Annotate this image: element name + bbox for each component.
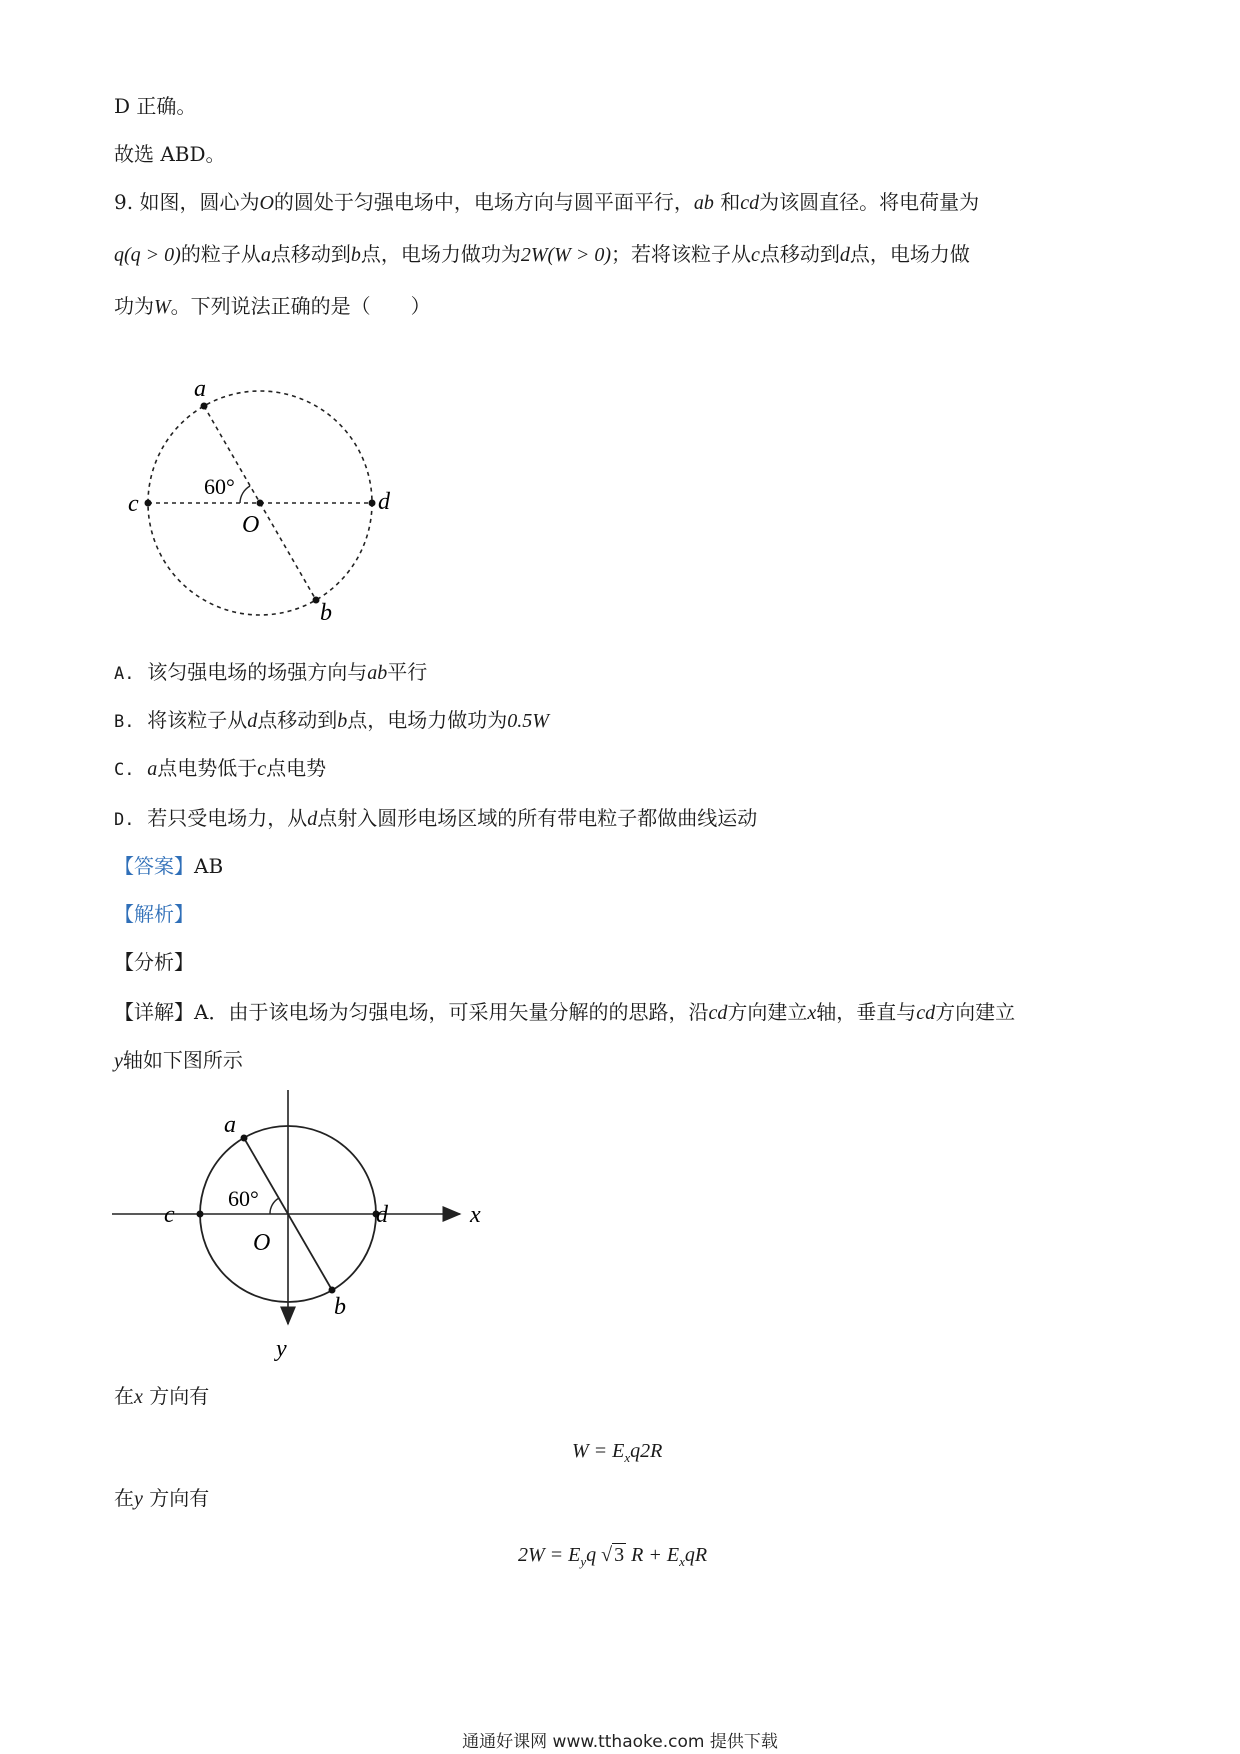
fig1-point-b [313, 597, 320, 604]
eq2-subscript-1: y [580, 1554, 587, 1569]
fig2-label-d: d [376, 1202, 388, 1228]
detail-text-1: A．由于该电场为匀强电场，可采用矢量分解的的思路，沿 [194, 1000, 709, 1024]
previous-choice-text: 故选 ABD。 [114, 142, 226, 166]
fig2-point-c [197, 1211, 204, 1218]
fig2-label-b: b [334, 1294, 346, 1320]
q3-text-a: 功为 [114, 294, 154, 318]
option-d-d: d [307, 808, 318, 830]
q1-ab: ab [693, 192, 714, 214]
page-footer: 通通好课网 www.tthaoke.com 提供下载 [462, 1732, 778, 1752]
q2-Wcond: (W > 0) [547, 244, 611, 266]
q1-O: O [259, 192, 274, 214]
fig1-label-O: O [242, 512, 260, 538]
option-a-text-2: 平行 [387, 660, 428, 684]
detail-tag: 【详解】 [114, 1000, 194, 1024]
q2-q: q [114, 244, 124, 266]
q2-text-f: 点，电场力做 [849, 242, 970, 266]
fig2-label-y: y [276, 1336, 287, 1362]
fig1-label-angle: 60° [204, 474, 235, 499]
analysis-line [114, 900, 194, 928]
fig1-label-d: d [378, 489, 390, 515]
option-b-b: b [337, 710, 348, 732]
q3-text-b: 。下列说法正确的是（ ） [170, 294, 431, 318]
fig2-label-c: c [164, 1202, 175, 1228]
option-c-c: c [257, 758, 267, 780]
fig2-label-x: x [470, 1202, 481, 1228]
eq1-subscript: x [624, 1450, 631, 1465]
option-a-text-1: 该匀强电场的场强方向与 [147, 660, 368, 684]
option-b-text-3: 点，电场力做功为 [347, 708, 508, 732]
question-line-2 [114, 240, 970, 269]
previous-answer-line [114, 92, 196, 120]
option-a [114, 658, 427, 688]
q2-text-e: 点移动到 [759, 242, 840, 266]
option-c-a: a [147, 758, 158, 780]
option-d-text-2: 点射入圆形电场区域的所有带电粒子都做曲线运动 [317, 806, 758, 830]
fig1-label-c: c [128, 491, 139, 517]
q1-he: 和 [720, 190, 741, 214]
eq2-part-c: R + E [631, 1544, 680, 1566]
figure-2-coordinate-diagram [108, 1088, 488, 1368]
previous-choice-line [114, 140, 226, 168]
equation-1 [572, 1440, 662, 1466]
detail-x: x [807, 1002, 817, 1024]
option-c-label: C. [114, 760, 135, 780]
q2-c: c [750, 244, 760, 266]
fenxi-line [114, 948, 194, 976]
question-number: 9. [114, 190, 134, 214]
y-dir-text-2: 方向有 [149, 1486, 210, 1510]
eq2-subscript-2: x [679, 1554, 685, 1569]
q2-text-a: 的粒子从 [180, 242, 261, 266]
option-a-ab: ab [367, 662, 388, 684]
eq1-lhs: W = E [572, 1440, 625, 1462]
detail-line-2 [114, 1046, 243, 1075]
fig2-label-angle: 60° [228, 1186, 259, 1211]
q3-W: W [154, 296, 171, 318]
x-dir-text-1: 在 [114, 1384, 134, 1408]
q2-a: a [260, 244, 271, 266]
q2-text-b: 点移动到 [270, 242, 351, 266]
eq2-part-d: qR [684, 1544, 708, 1566]
q2-qcond: (q > 0) [124, 244, 181, 266]
eq2-part-b: q [586, 1544, 597, 1566]
option-c-text-2: 点电势 [266, 756, 327, 780]
y-dir-text-1: 在 [114, 1486, 134, 1510]
option-b-value: 0.5W [507, 710, 549, 732]
option-a-label: A. [114, 664, 135, 684]
x-dir-x: x [134, 1386, 143, 1408]
q1-text-c: 为该圆直径。将电荷量为 [759, 190, 980, 214]
fig2-angle-arc [270, 1198, 279, 1214]
detail-text-5: 轴如下图所示 [122, 1048, 243, 1072]
option-b-label: B. [114, 712, 135, 732]
option-d-label: D. [114, 810, 135, 830]
q2-text-c: 点，电场力做功为 [360, 242, 521, 266]
eq2-part-a: 2W = E [518, 1544, 581, 1566]
q2-b: b [350, 244, 361, 266]
answer-value: AB [194, 854, 224, 878]
fig2-label-O: O [253, 1230, 271, 1256]
x-direction-line [114, 1382, 209, 1411]
x-dir-text-2: 方向有 [149, 1384, 210, 1408]
sqrt-symbol: √ 3 [601, 1544, 625, 1566]
fig1-label-a: a [194, 376, 206, 402]
fig1-point-a [201, 403, 208, 410]
eq2-radicand: 3 [614, 1544, 625, 1566]
detail-text-2: 方向建立 [727, 1000, 808, 1024]
analysis-tag: 【解析】 [114, 902, 194, 926]
fig1-angle-arc [240, 486, 250, 503]
option-b-text-1: 将该粒子从 [147, 708, 248, 732]
option-b-d: d [247, 710, 258, 732]
figure-1-circle-diagram [118, 372, 398, 622]
fig1-label-b: b [320, 600, 332, 622]
q2-text-d: ；若将该粒子从 [610, 242, 751, 266]
detail-text-4: 方向建立 [935, 1000, 1016, 1024]
option-d [114, 804, 757, 834]
equation-2 [518, 1544, 707, 1570]
fig1-point-d [369, 500, 376, 507]
fenxi-tag: 【分析】 [114, 950, 194, 974]
detail-line-1 [114, 998, 1015, 1027]
fig1-point-O [257, 500, 264, 507]
question-line-3 [114, 292, 431, 321]
question-line-1 [114, 188, 979, 217]
fig2-point-a [241, 1135, 248, 1142]
detail-y: y [114, 1050, 123, 1072]
option-d-text-1: 若只受电场力，从 [147, 806, 308, 830]
y-dir-y: y [134, 1488, 143, 1510]
q2-2W: 2W [520, 244, 548, 266]
detail-cd-1: cd [708, 1002, 728, 1024]
eq1-tail: q2R [630, 1440, 663, 1462]
option-c-text-1: 点电势低于 [157, 756, 258, 780]
previous-answer-text: D 正确。 [114, 94, 197, 118]
fig1-point-c [145, 500, 152, 507]
detail-cd-2: cd [916, 1002, 936, 1024]
q1-text-a: 如图，圆心为 [139, 190, 260, 214]
answer-tag: 【答案】 [114, 854, 194, 878]
q1-cd: cd [740, 192, 760, 214]
detail-text-3: 轴，垂直与 [816, 1000, 917, 1024]
option-b-text-2: 点移动到 [257, 708, 338, 732]
fig2-point-b [329, 1287, 336, 1294]
y-direction-line [114, 1484, 209, 1513]
answer-line [114, 852, 223, 880]
option-b [114, 706, 549, 736]
q2-d: d [839, 244, 850, 266]
q1-text-b: 的圆处于匀强电场中，电场方向与圆平面平行， [273, 190, 694, 214]
fig2-label-a: a [224, 1112, 236, 1138]
option-c [114, 754, 326, 784]
